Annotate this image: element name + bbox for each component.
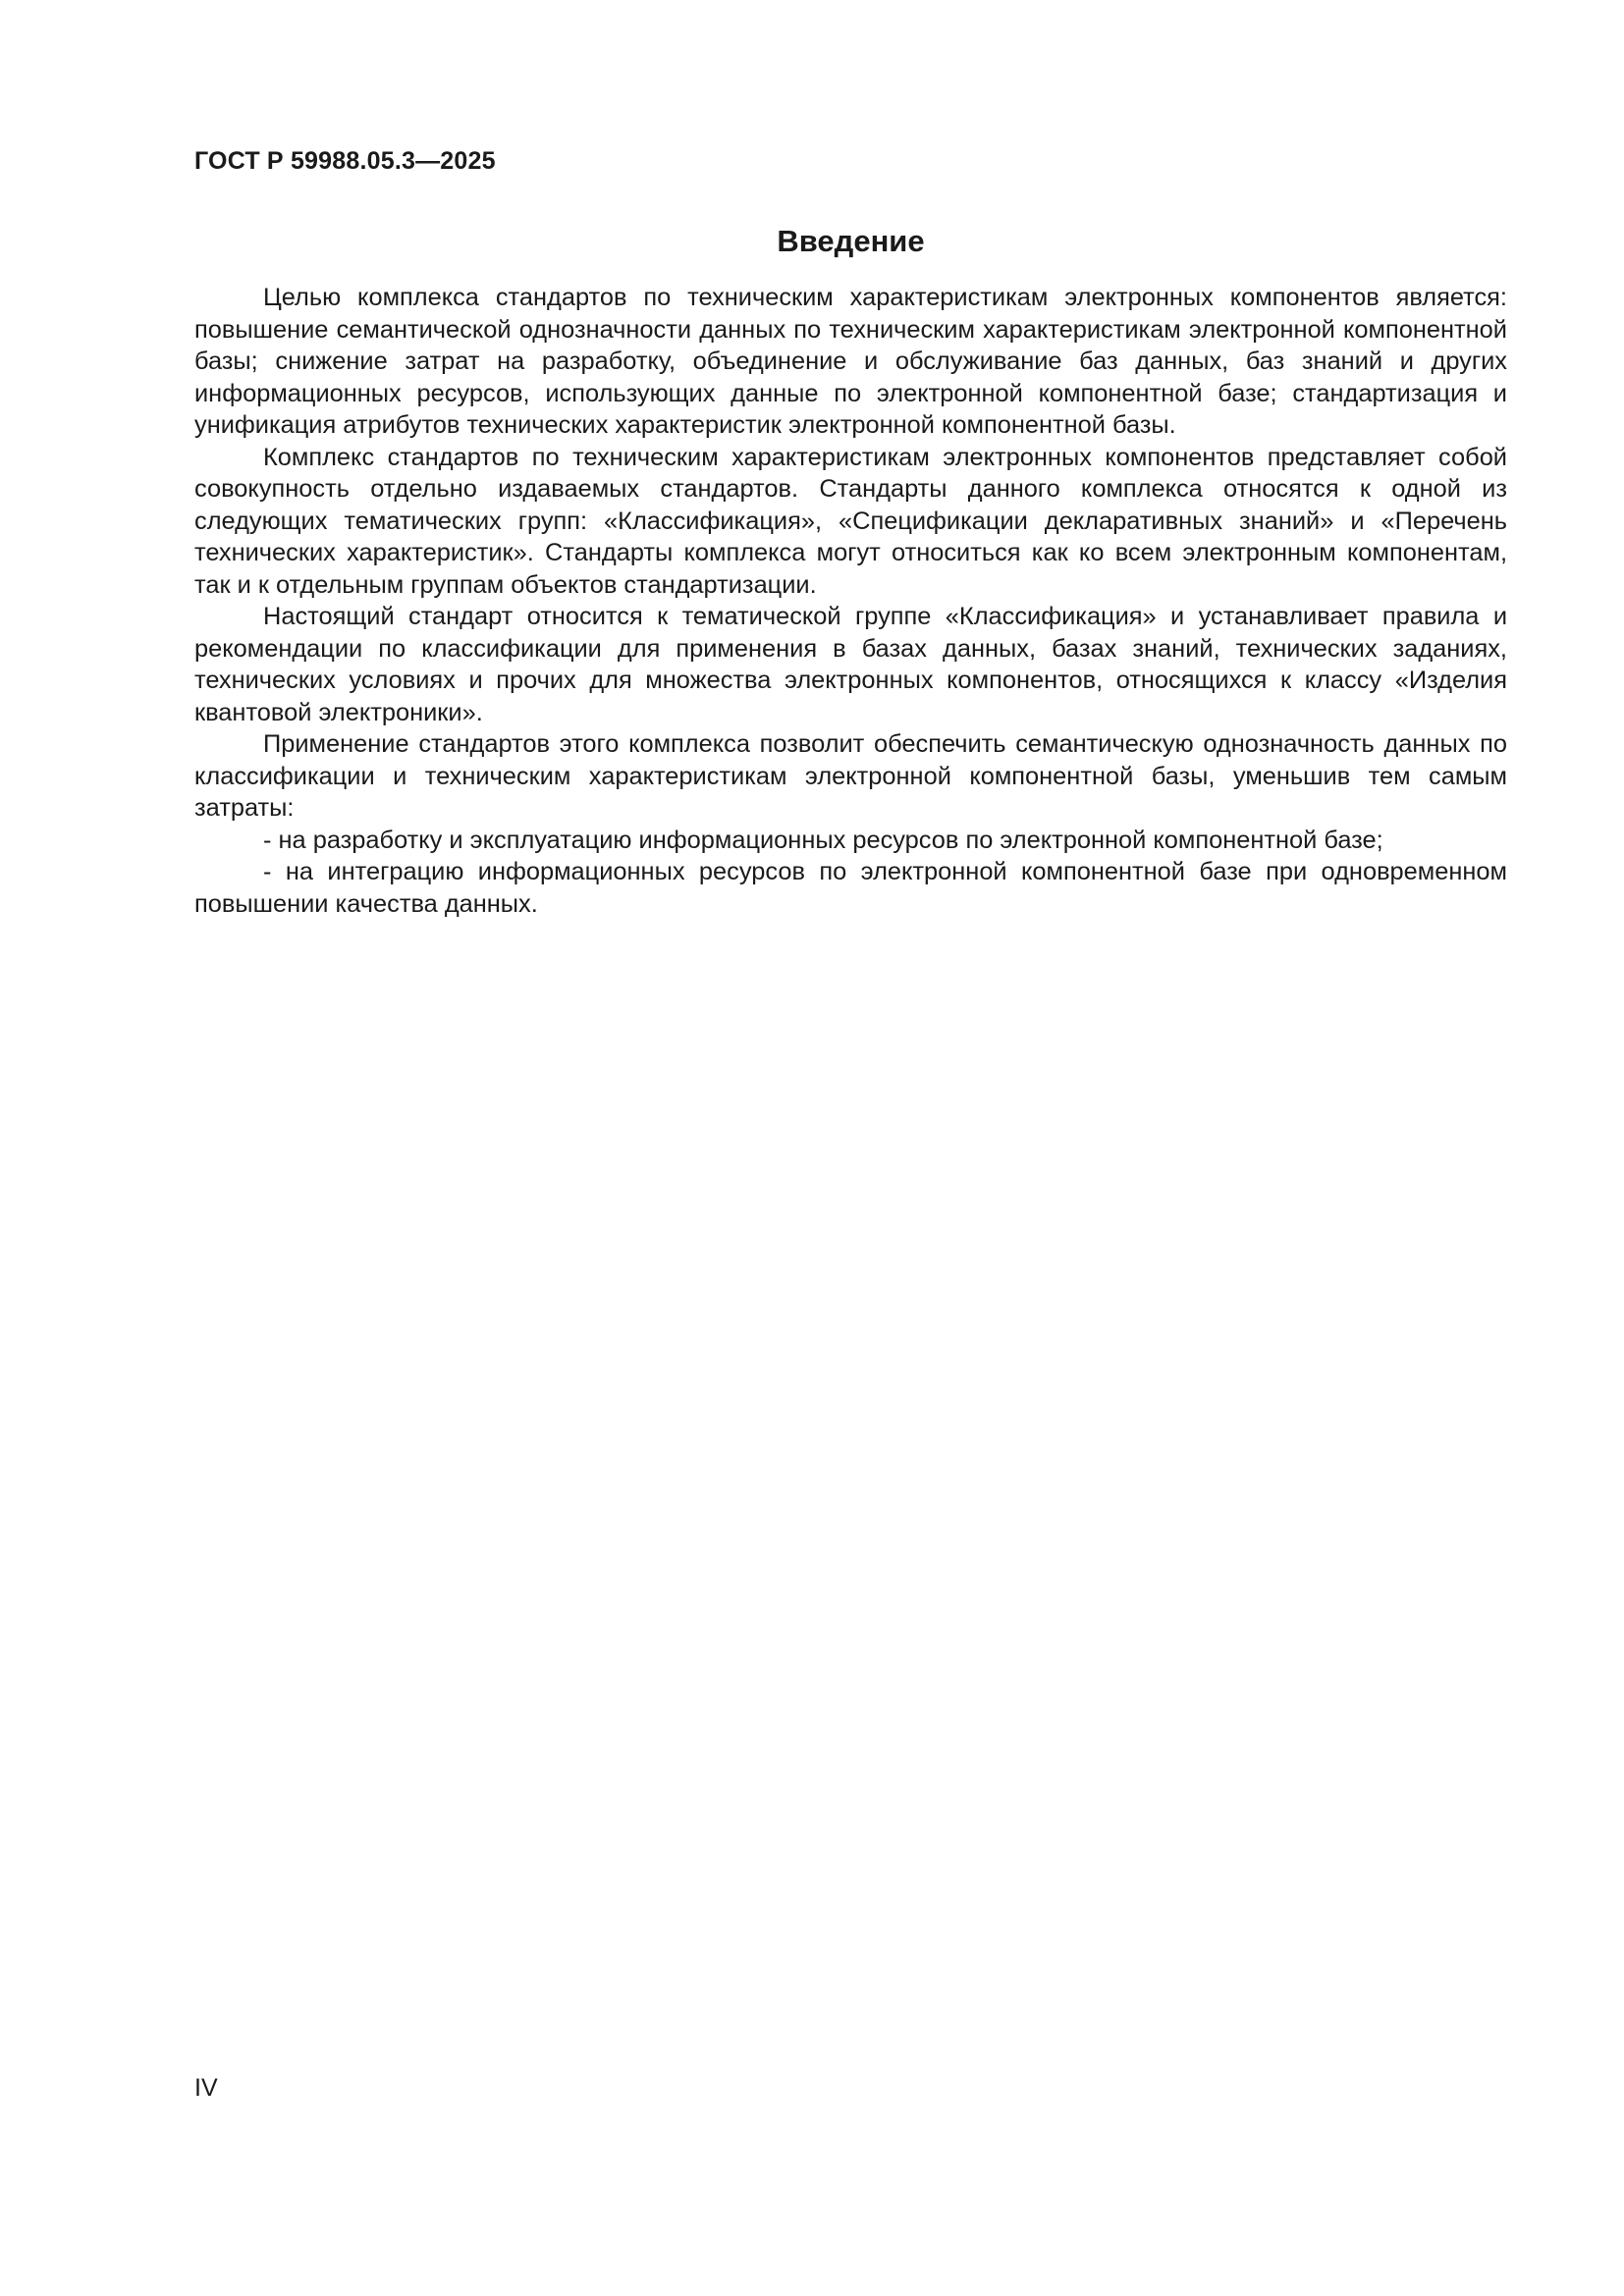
section-title: Введение xyxy=(777,224,925,258)
paragraph-application: Применение стандартов этого комплекса позволит обеспечить семантическую однозначность данных по классификации и техническим характеристикам электронной компонентной базы, уменьшив тем самым затраты: xyxy=(194,730,1507,822)
body-text xyxy=(194,282,1507,920)
list-item: - на разработку и эксплуатацию информационных ресурсов по электронной компонентной базе; xyxy=(263,826,1383,854)
paragraph-purpose: Целью комплекса стандартов по техническим характеристикам электронных компонентов является: повышение семантической однозначности данных по техническим характеристикам электронной компонентной базы; снижение затрат на разработку, объединение и обслуживание баз данных, баз знаний и других информационных ресурсов, использующих данные по электронной компонентной базе; стандартизация и унификация атрибутов технических характеристик электронной компонентной базы. xyxy=(194,284,1507,439)
paragraph-scope: Настоящий стандарт относится к тематической группе «Классификация» и устанавливает правила и рекомендации по классификации для применения в базах данных, базах знаний, технических заданиях, технических условиях и прочих для множества электронных компонентов, относящихся к классу «Изделия квантовой электроники». xyxy=(194,603,1507,726)
document-header: ГОСТ Р 59988.05.3—2025 xyxy=(194,147,496,175)
list-item: - на интеграцию информационных ресурсов по электронной компонентной базе при одновременном повышении качества данных. xyxy=(194,858,1507,918)
page-number: IV xyxy=(194,2074,218,2102)
paragraph-complex: Комплекс стандартов по техническим характеристикам электронных компонентов представляет собой совокупность отдельно издаваемых стандартов. Стандарты данного комплекса относятся к одной из следующих тематических групп: «Классификация», «Спецификации декларативных знаний» и «Перечень технических характеристик». Стандарты комплекса могут относиться как ко всем электронным компонентам, так и к отдельным группам объектов стандартизации. xyxy=(194,443,1507,599)
